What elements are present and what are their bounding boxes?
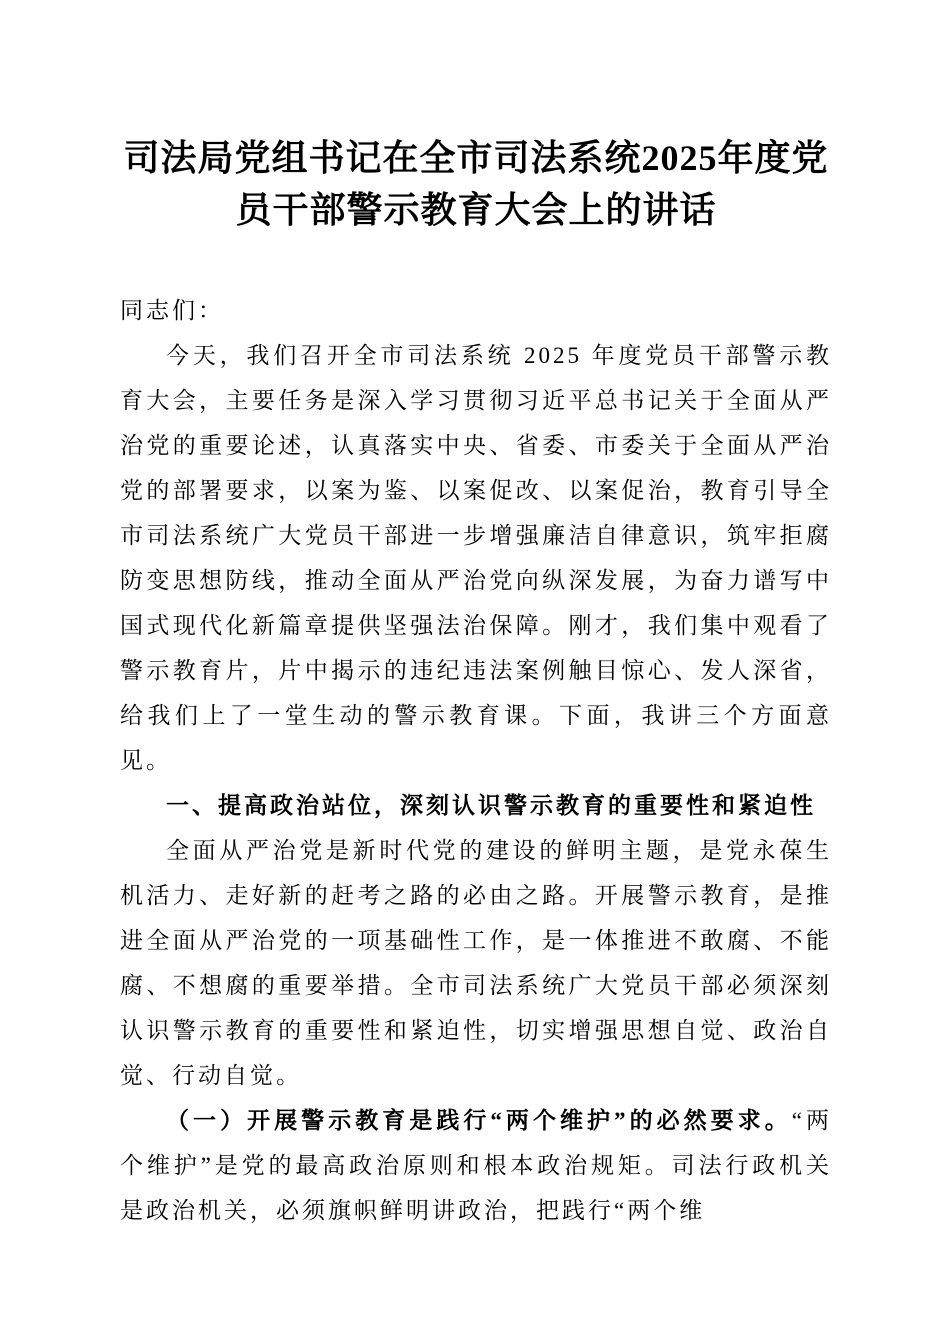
section-heading-1: 一、提高政治站位，深刻认识警示教育的重要性和紧迫性	[166, 793, 816, 818]
subsection-1-lead: （一）开展警示教育是践行“两个维护”的必然要求。	[166, 1108, 792, 1133]
salutation: 同志们：	[120, 298, 224, 323]
document-body	[120, 288, 832, 1233]
document-title: 司法局党组书记在全市司法系统2025年度党员干部警示教育大会上的讲话	[123, 138, 829, 230]
body-paragraph-opening: 今天，我们召开全市司法系统 2025 年度党员干部警示教育大会，主要任务是深入学习贯彻习近平总书记关于全面从严治党的重要论述，认真落实中央、省委、市委关于全面从严治党的部署要求，以案为鉴、以案促改、以案促治，教育引导全市司法系统广大党员干部进一步增强廉洁自律意识，筑牢拒腐防变思想防线，推动全面从严治党向纵深发展，为奋力谱写中国式现代化新篇章提供坚强法治保障。刚才，我们集中观看了警示教育片，片中揭示的违纪违法案例触目惊心、发人深省，给我们上了一堂生动的警示教育课。下面，我讲三个方面意见。	[120, 343, 832, 773]
body-paragraph-section-1: 全面从严治党是新时代党的建设的鲜明主题，是党永葆生机活力、走好新的赶考之路的必由之路。开展警示教育，是推进全面从严治党的一项基础性工作，是一体推进不敢腐、不能腐、不想腐的重要举措。全市司法系统广大党员干部必须深刻认识警示教育的重要性和紧迫性，切实增强思想自觉、政治自觉、行动自觉。	[120, 838, 832, 1088]
subsection-1-text: “两个维护”是党的最高政治原则和根本政治规矩。司法行政机关是政治机关，必须旗帜鲜明讲政治，把践行“两个维	[120, 1108, 832, 1223]
body-paragraph-subsection-1	[120, 1098, 832, 1233]
